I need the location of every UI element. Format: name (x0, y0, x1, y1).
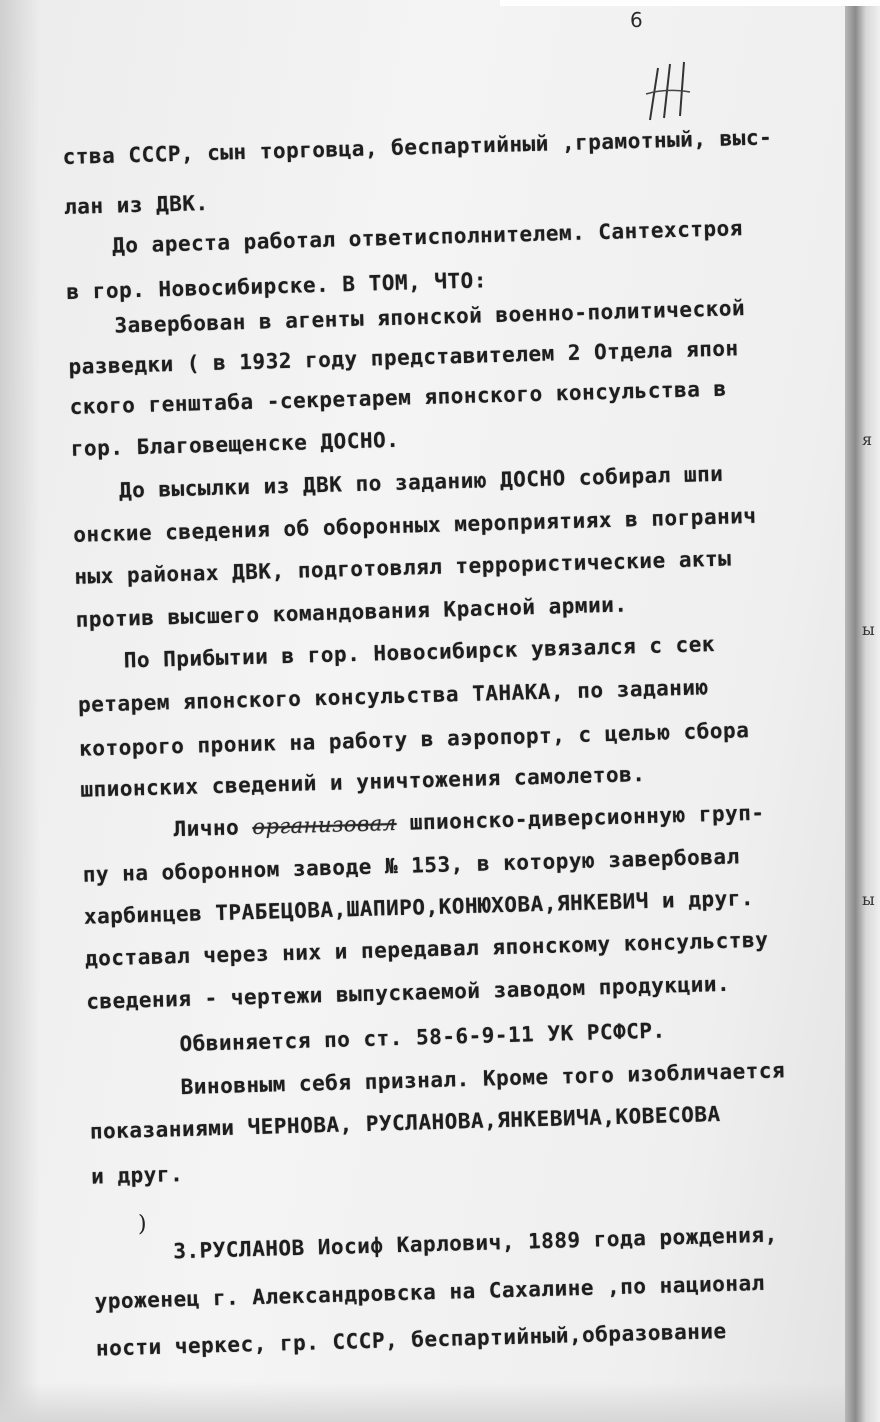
text-line: До высылки из ДВК по заданию ДОСНО собирал шпи (118, 461, 724, 503)
text-line: харбинцев ТРАБЕЦОВА,ШАПИРО,КОНЮХОВА,ЯНКЕВИЧ и друг. (83, 886, 755, 929)
text-line: сведения - чертежи выпускаемой заводом продукции. (85, 971, 731, 1014)
text-line: ретарем японского консульства ТАНАКА, по заданию (77, 675, 709, 717)
text-line: и друг. (90, 1162, 184, 1189)
adjacent-page-edge (845, 0, 880, 1422)
text-line: разведки ( в 1932 году представителем 2 Отдела япон (68, 336, 739, 379)
text-line: ского генштаба -секретарем японского консульства в (69, 376, 727, 419)
text-line (173, 801, 765, 841)
text-line: шпионских сведений и уничтожения самолетов. (80, 762, 646, 802)
text-line: онские сведения об оборонных мероприятиях в погранич (72, 503, 757, 547)
text-line: ства СССР, сын торговца, беспартийный ,грамотный, выс- (62, 125, 773, 170)
text-line: ных районах ДВК, подготовлял террористические акты (74, 546, 732, 589)
text-line: доставал через них и передавал японскому консульству (84, 927, 769, 971)
text-line: 3.РУСЛАНОВ Иосиф Карлович, 1889 года рождения, (172, 1222, 778, 1264)
text-line: До ареста работал ответисполнителем. Сантехстроя (111, 216, 744, 258)
text-line: в гор. Новосибирске. В ТОМ, ЧТО: (66, 268, 488, 304)
text-line: показаниями ЧЕРНОВА, РУСЛАНОВА,ЯНКЕВИЧА,КОВЕСОВА (89, 1102, 721, 1144)
text-line: Завербован в агенты японской военно-политической (114, 296, 746, 338)
handwritten-correction: организовал (252, 810, 397, 840)
text-line: ности черкес, гр. СССР, беспартийный,образование (95, 1318, 727, 1361)
text-line: гор. Благовещенске ДОСНО. (70, 427, 400, 461)
text-fragment: шпионско-диверсионную груп- (409, 800, 765, 835)
text-line: Виновным себя признал. Кроме того изобличается (180, 1058, 786, 1100)
page-number: 6 (630, 8, 643, 32)
text-line: уроженец г. Александровска на Сахалине ,по национал (94, 1270, 766, 1314)
text-line: По Прибытии в гор. Новосибирск увязался с сек (123, 632, 716, 673)
text-line: пу на оборонном заводе № 153, в которую завербовал (82, 844, 740, 887)
margin-bracket: ) (138, 1212, 147, 1237)
margin-mark: ы (862, 620, 875, 639)
text-line: лан из ДВК. (63, 190, 209, 220)
margin-mark: ы (862, 890, 875, 909)
text-fragment: Лично (173, 815, 240, 842)
scan-edge (500, 0, 880, 6)
text-line: против высшего командования Красной армии. (75, 592, 628, 632)
text-line: которого проник на работу в аэропорт, с целью сбора (78, 718, 750, 761)
text-line: Обвиняется по ст. 58-6-9-11 УК РСФСР. (179, 1018, 666, 1057)
margin-mark: я (862, 430, 873, 449)
